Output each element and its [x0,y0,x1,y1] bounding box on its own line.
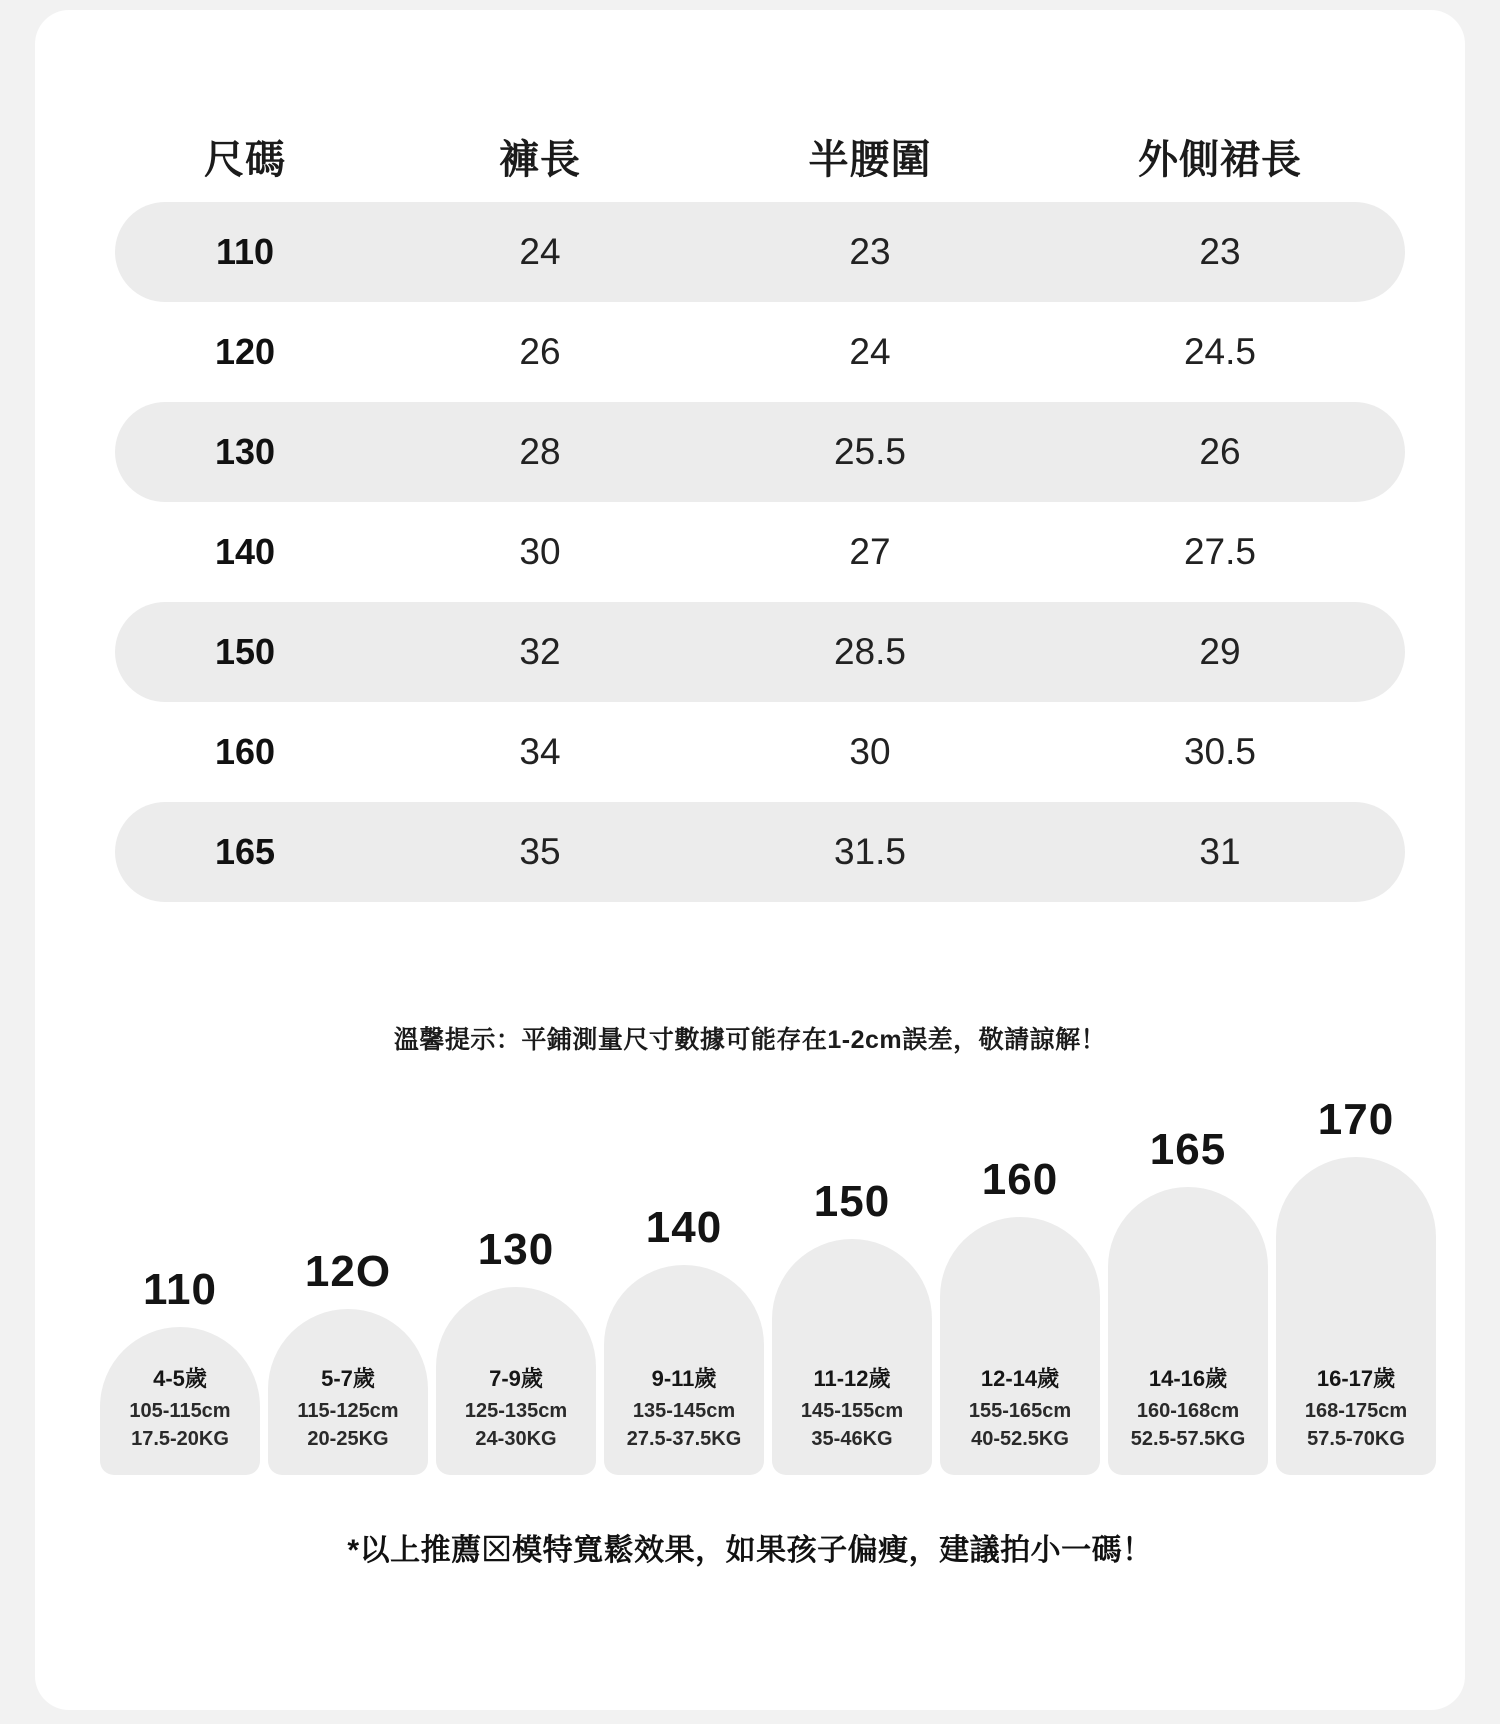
bar-measure-label [436,1397,596,1453]
cell-size: 120 [214,331,276,372]
measurement-note: 溫馨提示：平鋪測量尺寸數據可能存在1-2cm誤差，敬請諒解！ [393,1026,1107,1054]
cell-pant-length: 26 [519,331,561,372]
bar-size-label: 160 [981,1155,1059,1204]
cell-pant-length: 30 [519,531,561,572]
bar-weight-range: 40-52.5KG [971,1428,1069,1450]
chart-bar [436,1225,596,1475]
chart-bar [100,1265,260,1475]
bar-height-range: 160-168cm [1136,1400,1240,1422]
chart-bar [772,1177,932,1475]
bar-age-label: 5-7歲 [321,1366,375,1391]
cell-size: 165 [214,831,276,872]
cell-outer-skirt-length: 26 [1199,431,1241,472]
bar-measure-label [940,1397,1100,1453]
table-row [115,302,1405,402]
bar-size-label: 110 [143,1265,217,1314]
chart-bars [100,1085,1408,1475]
bar-size-label: 130 [477,1225,555,1274]
cell-half-waist: 27 [849,531,891,572]
bar-weight-range: 24-30KG [475,1428,557,1450]
bar-height-range: 168-175cm [1304,1400,1408,1422]
bar-weight-range: 57.5-70KG [1307,1428,1405,1450]
bar-height-range: 145-155cm [800,1400,904,1422]
bar-age-label: 12-14歲 [980,1366,1060,1391]
footnote: *以上推薦⊠模特寬鬆效果，如果孩子偏瘦，建議拍小一碼！ [347,1534,1153,1567]
bar-measure-label [100,1397,260,1453]
cell-pant-length: 28 [519,431,561,472]
bar-age-label: 11-12歲 [813,1366,891,1391]
cell-half-waist: 30 [849,731,891,772]
cell-size: 110 [215,231,275,272]
table-row [115,802,1405,902]
bar-size-label: 140 [645,1203,723,1252]
cell-outer-skirt-length: 23 [1199,231,1241,272]
chart-bar [604,1203,764,1475]
chart-bar [940,1155,1100,1475]
cell-half-waist: 28.5 [833,631,906,672]
cell-pant-length: 32 [519,631,561,672]
bar-weight-range: 17.5-20KG [131,1428,229,1450]
bar-measure-label [268,1397,428,1453]
cell-size: 140 [214,531,276,572]
table-row [115,502,1405,602]
bar-size-label: 150 [813,1177,891,1226]
cell-outer-skirt-length: 30.5 [1183,731,1256,772]
bar-measure-label [1276,1397,1436,1453]
chart-bar [1108,1125,1268,1475]
bar-height-range: 105-115cm [129,1400,231,1422]
bar-age-label: 4-5歲 [153,1366,207,1391]
bar-height-range: 125-135cm [464,1400,568,1422]
table-row [115,202,1405,302]
cell-outer-skirt-length: 31 [1199,831,1241,872]
cell-pant-length: 35 [519,831,561,872]
cell-size: 160 [214,731,276,772]
cell-half-waist: 23 [849,231,891,272]
bar-weight-range: 35-46KG [811,1428,893,1450]
bar-measure-label [772,1397,932,1453]
chart-bar [268,1247,428,1475]
content-card [35,10,1465,1710]
bar-weight-range: 52.5-57.5KG [1130,1428,1246,1450]
bar-size-label: 12O [304,1247,392,1296]
size-recommendation-chart [35,1085,1465,1485]
bar-age-label: 9-11歲 [651,1366,717,1391]
bar-age-label: 16-17歲 [1316,1366,1396,1391]
column-header-half-waist: 半腰圍 [808,137,932,182]
bar-size-label: 165 [1149,1125,1227,1174]
cell-outer-skirt-length: 29 [1199,631,1241,672]
bar-measure-label [1108,1397,1268,1453]
bar-height-range: 115-125cm [297,1400,399,1422]
column-header-size: 尺碼 [204,137,286,182]
bar-weight-range: 20-25KG [307,1428,389,1450]
bar-height-range: 155-165cm [968,1400,1072,1422]
cell-half-waist: 25.5 [833,431,906,472]
column-header-outer-skirt-length: 外側裙長 [1138,137,1302,182]
cell-pant-length: 34 [519,731,561,772]
column-header-pant-length: 褲長 [499,137,581,182]
size-table [115,110,1405,902]
chart-bar [1276,1095,1436,1475]
cell-outer-skirt-length: 27.5 [1183,531,1256,572]
bar-weight-range: 27.5-37.5KG [626,1428,742,1450]
table-row [115,402,1405,502]
cell-size: 130 [214,431,276,472]
cell-pant-length: 24 [519,231,561,272]
cell-half-waist: 24 [849,331,891,372]
cell-outer-skirt-length: 24.5 [1183,331,1256,372]
bar-age-label: 14-16歲 [1148,1366,1228,1391]
cell-size: 150 [214,631,276,672]
table-header-row [115,110,1405,202]
table-row [115,702,1405,802]
bar-measure-label [604,1397,764,1453]
table-row [115,602,1405,702]
bar-size-label: 170 [1317,1095,1395,1144]
bar-age-label: 7-9歲 [489,1366,543,1391]
bar-height-range: 135-145cm [632,1400,736,1422]
cell-half-waist: 31.5 [833,831,906,872]
